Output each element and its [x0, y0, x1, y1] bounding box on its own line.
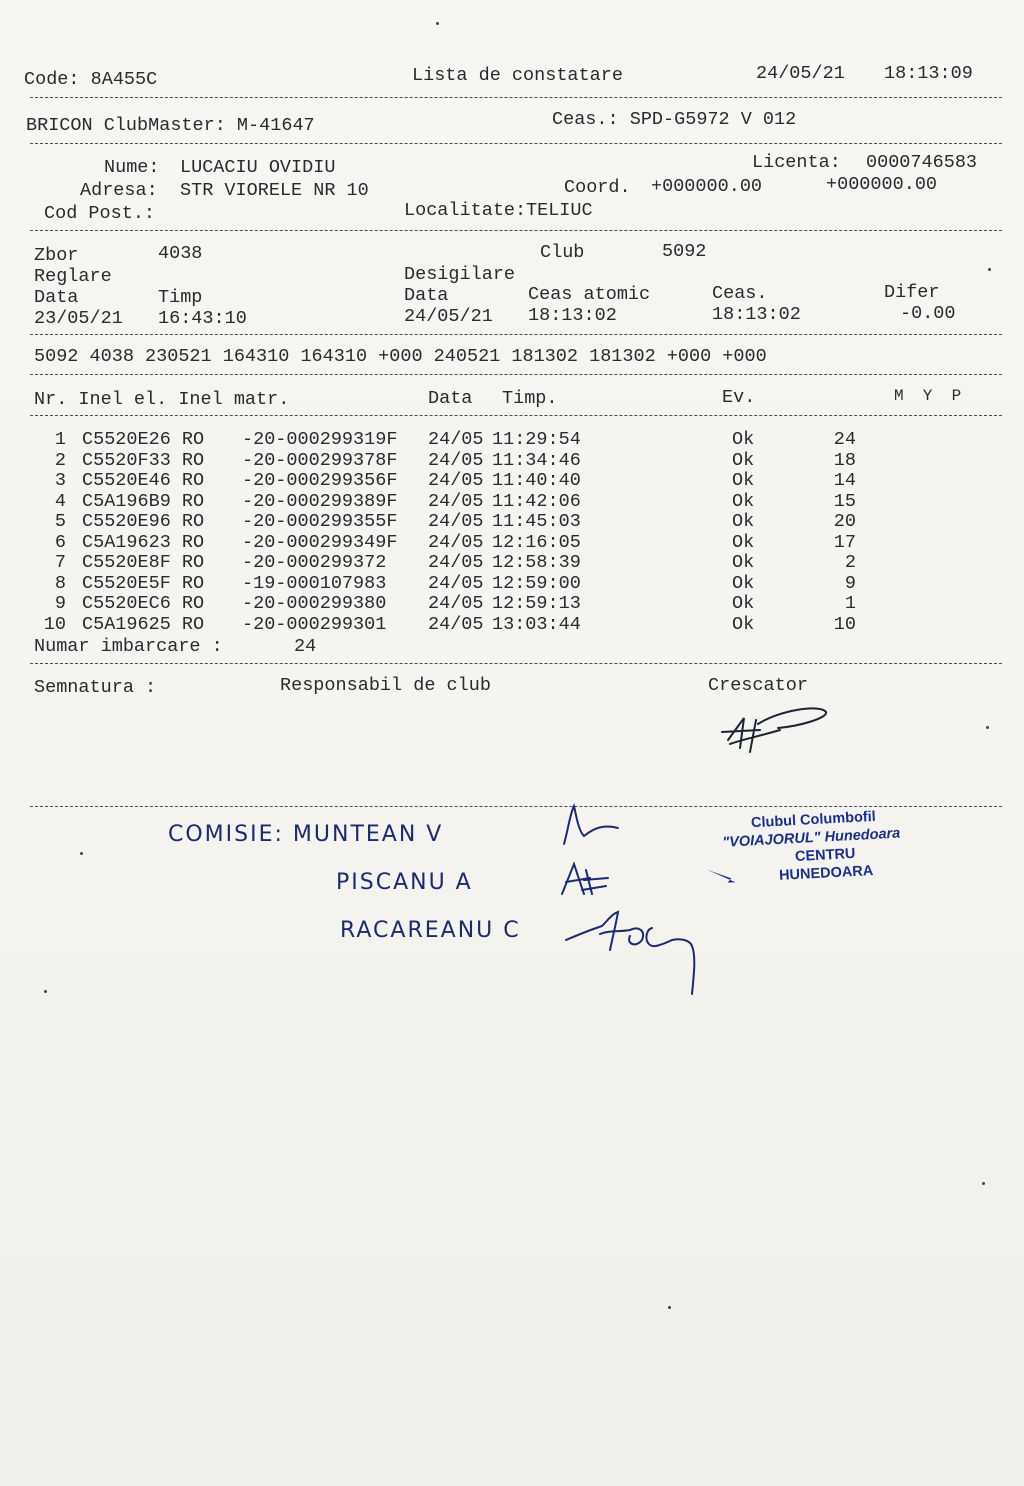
row-inel: C5520EC6 RO [82, 593, 205, 614]
row-time: 13:03:44 [492, 614, 581, 635]
divider [30, 97, 1002, 98]
handwritten-commission-line3: RACAREANU C [340, 918, 521, 943]
breeder-signature [700, 700, 840, 760]
stamp-line1: Clubul Columbofil [750, 808, 877, 832]
row-time: 11:42:06 [492, 491, 581, 512]
row-pos: 15 [833, 491, 856, 512]
row-date: 24/05 [428, 614, 484, 635]
reglare-label: Reglare [34, 266, 112, 287]
row-date: 24/05 [428, 470, 484, 491]
row-pos: 1 [844, 593, 856, 614]
embark-count: 24 [294, 636, 317, 657]
divider [30, 663, 1002, 664]
table-row [30, 594, 990, 614]
row-pos: 9 [844, 573, 856, 594]
signature-piscanu [556, 860, 616, 900]
paper-speck [80, 852, 83, 855]
row-pos: 17 [833, 532, 856, 553]
document-code: Code: 8A455C [24, 69, 158, 90]
club-label: Club [540, 242, 585, 263]
divider [30, 415, 1002, 416]
signature-muntean [560, 800, 630, 850]
ceas-label: Ceas. [712, 283, 768, 304]
row-ev: Ok [732, 573, 755, 594]
licence-label: Licenta: [752, 152, 841, 173]
paper-speck [668, 1306, 671, 1309]
club-value: 5092 [662, 241, 707, 262]
row-ev: Ok [732, 614, 755, 635]
row-date: 24/05 [428, 491, 484, 512]
document-time: 18:13:09 [884, 63, 973, 84]
row-date: 24/05 [428, 573, 484, 594]
row-inel: C5A196B9 RO [82, 491, 205, 512]
row-nr: 7 [54, 552, 66, 573]
coord-y: +000000.00 [826, 174, 938, 195]
row-matr: -20-000299378F [242, 450, 398, 471]
stamp-arrow-icon [705, 864, 740, 888]
row-date: 24/05 [428, 450, 484, 471]
row-inel: C5520E8F RO [82, 552, 205, 573]
row-nr: 8 [54, 573, 66, 594]
stamp-line2: "VOIAJORUL" Hunedoara [721, 825, 901, 851]
divider [30, 230, 1002, 231]
paper-speck [986, 726, 989, 729]
reg-data-label: Data [34, 287, 79, 308]
des-date: 24/05/21 [404, 306, 493, 327]
reg-timp-label: Timp [158, 287, 203, 308]
table-row [30, 615, 990, 635]
row-nr: 10 [43, 614, 66, 635]
row-inel: C5A19625 RO [82, 614, 205, 635]
row-date: 24/05 [428, 593, 484, 614]
table-row [30, 430, 990, 450]
table-row [30, 574, 990, 594]
semnatura-label: Semnatura : [34, 677, 157, 698]
owner-name: LUCACIU OVIDIU [180, 157, 336, 178]
zbor-label: Zbor [34, 245, 79, 266]
des-data-label: Data [404, 285, 449, 306]
row-pos: 24 [833, 429, 856, 450]
row-matr: -20-000299356F [242, 470, 398, 491]
col-header-nr-inel: Nr. Inel el. Inel matr. [34, 389, 290, 410]
row-time: 12:16:05 [492, 532, 581, 553]
difer-label: Difer [884, 282, 940, 303]
stamp-line3: CENTRU [794, 845, 856, 866]
handwritten-commission-line2: PISCANU A [336, 870, 473, 895]
row-inel: C5520E96 RO [82, 511, 205, 532]
row-matr: -20-000299349F [242, 532, 398, 553]
owner-address: STR VIORELE NR 10 [180, 180, 369, 201]
table-row [30, 533, 990, 553]
col-header-timp: Timp. [502, 388, 558, 409]
clock-time: 18:13:02 [712, 304, 801, 325]
reg-time: 16:43:10 [158, 308, 247, 329]
reg-date: 23/05/21 [34, 308, 123, 329]
row-time: 12:59:00 [492, 573, 581, 594]
row-pos: 18 [833, 450, 856, 471]
row-matr: -20-000299319F [242, 429, 398, 450]
table-row [30, 492, 990, 512]
row-time: 11:29:54 [492, 429, 581, 450]
difer-value: -0.00 [900, 303, 956, 324]
row-matr: -19-000107983 [242, 573, 387, 594]
club-stamp [698, 800, 932, 902]
row-inel: C5520E5F RO [82, 573, 205, 594]
crescator-label: Crescator [708, 675, 808, 696]
row-pos: 14 [833, 470, 856, 491]
zbor-value: 4038 [158, 243, 203, 264]
divider [30, 374, 1002, 375]
row-nr: 6 [54, 532, 66, 553]
row-nr: 9 [54, 593, 66, 614]
table-row [30, 471, 990, 491]
document-date: 24/05/21 [756, 63, 845, 84]
signature-racareanu [560, 900, 710, 1000]
row-matr: -20-000299389F [242, 491, 398, 512]
responsabil-label: Responsabil de club [280, 675, 491, 696]
row-inel: C5520E26 RO [82, 429, 205, 450]
row-ev: Ok [732, 532, 755, 553]
table-row [30, 553, 990, 573]
row-inel: C5520F33 RO [82, 450, 205, 471]
row-time: 11:34:46 [492, 450, 581, 471]
row-nr: 1 [54, 429, 66, 450]
locality-label: Localitate: [404, 200, 527, 221]
name-label: Nume: [104, 157, 160, 178]
divider [30, 334, 1002, 335]
row-nr: 4 [54, 491, 66, 512]
device-id: BRICON ClubMaster: M-41647 [26, 115, 315, 136]
desigilare-label: Desigilare [404, 264, 516, 285]
row-date: 24/05 [428, 532, 484, 553]
row-pos: 2 [844, 552, 856, 573]
paper-speck [436, 22, 439, 25]
document-title: Lista de constatare [412, 65, 623, 86]
col-header-ev: Ev. [722, 387, 756, 408]
atomic-time: 18:13:02 [528, 305, 617, 326]
row-matr: -20-000299372 [242, 552, 387, 573]
row-ev: Ok [732, 552, 755, 573]
paper-speck [44, 990, 47, 993]
row-nr: 2 [54, 450, 66, 471]
ceas-atomic-label: Ceas atomic [528, 284, 651, 305]
row-time: 11:40:40 [492, 470, 581, 491]
address-label: Adresa: [80, 180, 158, 201]
clock-id: Ceas.: SPD-G5972 V 012 [552, 109, 797, 130]
row-nr: 5 [54, 511, 66, 532]
row-date: 24/05 [428, 429, 484, 450]
postcode-label: Cod Post.: [44, 203, 156, 224]
row-ev: Ok [732, 491, 755, 512]
row-matr: -20-000299355F [242, 511, 398, 532]
row-ev: Ok [732, 450, 755, 471]
locality: TELIUC [526, 200, 593, 221]
table-row [30, 512, 990, 532]
col-header-myp: M Y P [894, 387, 962, 405]
licence-number: 0000746583 [866, 152, 978, 173]
stamp-line4: HUNEDOARA [778, 862, 874, 884]
col-header-data: Data [428, 388, 473, 409]
row-matr: -20-000299301 [242, 614, 387, 635]
table-row [30, 451, 990, 471]
paper-speck [988, 268, 991, 271]
embark-label: Numar imbarcare : [34, 636, 223, 657]
handwritten-commission-line1: COMISIE: MUNTEAN V [168, 822, 444, 847]
row-ev: Ok [732, 470, 755, 491]
row-ev: Ok [732, 511, 755, 532]
row-ev: Ok [732, 593, 755, 614]
row-pos: 20 [833, 511, 856, 532]
row-inel: C5A19623 RO [82, 532, 205, 553]
divider [30, 143, 1002, 144]
row-time: 12:58:39 [492, 552, 581, 573]
row-nr: 3 [54, 470, 66, 491]
paper-speck [982, 1182, 985, 1185]
row-matr: -20-000299380 [242, 593, 387, 614]
row-ev: Ok [732, 429, 755, 450]
row-time: 12:59:13 [492, 593, 581, 614]
coord-x: +000000.00 [651, 176, 763, 197]
row-time: 11:45:03 [492, 511, 581, 532]
row-date: 24/05 [428, 511, 484, 532]
row-inel: C5520E46 RO [82, 470, 205, 491]
row-pos: 10 [833, 614, 856, 635]
coord-label: Coord. [564, 177, 631, 198]
code-line: 5092 4038 230521 164310 164310 +000 240521 181302 181302 +000 +000 [34, 346, 767, 367]
row-date: 24/05 [428, 552, 484, 573]
